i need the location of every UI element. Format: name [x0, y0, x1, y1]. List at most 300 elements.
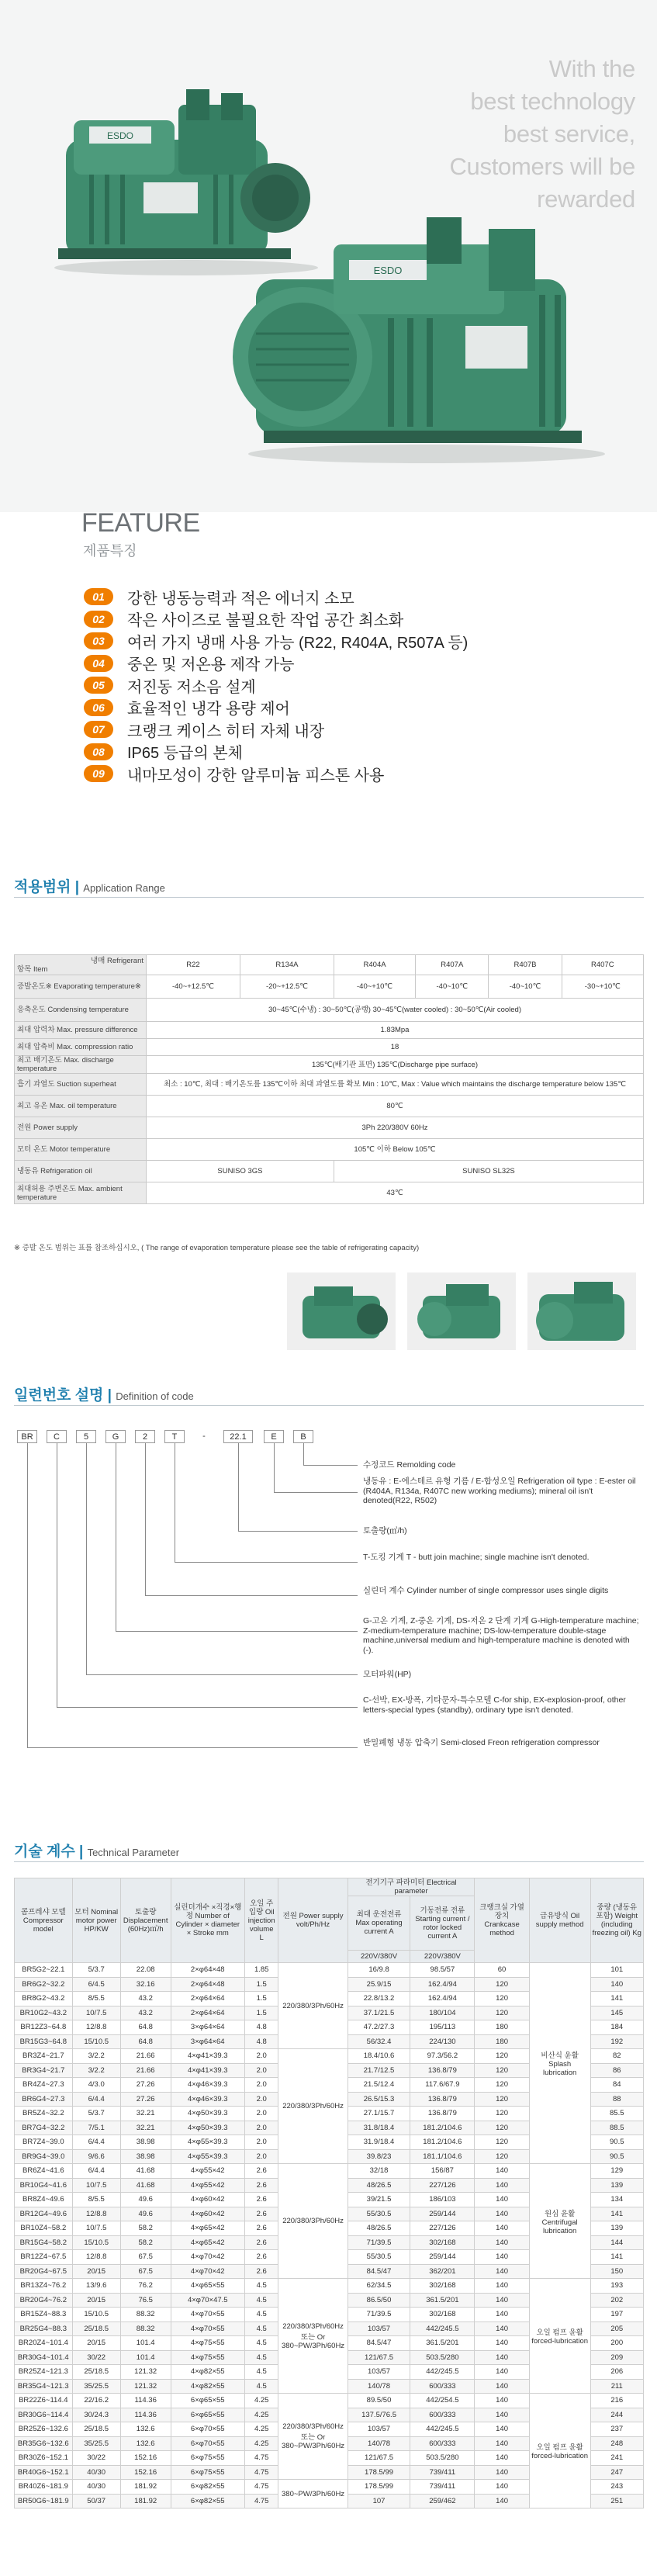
feature-number-badge: 07 [84, 721, 113, 738]
table-cell: 302/168 [410, 2308, 475, 2322]
table-cell: 4.25 [244, 2436, 278, 2451]
table-cell: 121/67.5 [348, 2451, 410, 2466]
table-cell: BR20G4~76.2 [15, 2293, 73, 2308]
table-cell: 50/37 [72, 2494, 120, 2508]
table-cell: 120 [475, 1992, 529, 2006]
table-cell: 248 [590, 2436, 643, 2451]
table-cell: 361.5/201 [410, 2336, 475, 2351]
code-box: T [164, 1430, 185, 1443]
table-row-label: 최고 유온 Max. oil temperature [15, 1096, 147, 1117]
table-cell: 10/7.5 [72, 2006, 120, 2020]
table-cell: 4.5 [244, 2350, 278, 2365]
code-label: 실린더 계수 Cylinder number of single compressor uses single digits [363, 1586, 609, 1595]
table-cell: -40~10℃ [489, 975, 562, 999]
table-cell: BR15Z4~88.3 [15, 2308, 73, 2322]
table-cell: 195/113 [410, 2020, 475, 2035]
table-cell: 12/8.8 [72, 2020, 120, 2035]
table-cell: 140 [475, 2465, 529, 2480]
table-cell: BR8G2~43.2 [15, 1992, 73, 2006]
table-cell: 76.5 [120, 2293, 171, 2308]
table-cell: 67.5 [120, 2250, 171, 2265]
table-cell: 8/5.5 [72, 2193, 120, 2207]
table-cell: 181.92 [120, 2480, 171, 2495]
feature-text: 중온 및 저온용 제작 가능 [127, 656, 295, 674]
table-cell: 259/144 [410, 2250, 475, 2265]
compressor-image-large [233, 202, 605, 466]
slogan-line: With the [548, 55, 635, 82]
table-cell: 62/34.5 [348, 2279, 410, 2294]
table-cell: 4×φ46×39.3 [171, 2078, 244, 2093]
tech-title: 기술 계수 | Technical Parameter [14, 1844, 180, 1860]
table-cell: 237 [590, 2422, 643, 2437]
feature-item [84, 718, 580, 741]
table-cell: 43.2 [120, 1992, 171, 2006]
table-cell: 84.5/47 [348, 2336, 410, 2351]
table-cell: 38.98 [120, 2135, 171, 2150]
table-cell: 4×φ65×42 [171, 2235, 244, 2250]
application-title: 적용범위 | Application Range [14, 879, 165, 895]
table-cell: 4×φ55×39.3 [171, 2135, 244, 2150]
table-cell: 206 [590, 2365, 643, 2380]
table-cell: 4.25 [244, 2394, 278, 2408]
application-table [14, 954, 644, 1204]
table-cell: 58.2 [120, 2221, 171, 2236]
table-cell: 4.25 [244, 2408, 278, 2422]
table-cell: 136.8/79 [410, 2092, 475, 2107]
table-cell: 181.2/104.6 [410, 2121, 475, 2135]
code-box: C [47, 1430, 67, 1443]
table-cell: BR40Z6~181.9 [15, 2480, 73, 2495]
feature-text: 작은 사이즈로 불필요한 작업 공간 최소화 [127, 612, 404, 630]
table-cell: 442/245.5 [410, 2422, 475, 2437]
table-cell: 114.36 [120, 2408, 171, 2422]
th-power-supply: 전원 Power supply volt/Ph/Hz [278, 1878, 348, 1963]
code-label: 모터파워(HP) [363, 1670, 412, 1679]
table-cell: 7/5.1 [72, 2121, 120, 2135]
table-cell: 103/57 [348, 2322, 410, 2336]
table-cell: 3×φ64×64 [171, 2020, 244, 2035]
table-cell: 41.68 [120, 2178, 171, 2193]
feature-text: 여러 가지 냉매 사용 가능 (R22, R404A, R507A 등) [127, 634, 469, 652]
th-crankcase: 크랭크실 가열장치 Crankcase method [475, 1878, 529, 1963]
table-cell: 4×φ82×55 [171, 2379, 244, 2394]
table-cell: 202 [590, 2293, 643, 2308]
table-row [15, 1963, 644, 1978]
feature-number-badge: 05 [84, 677, 113, 694]
feature-subtitle: 제품특징 [83, 543, 137, 559]
th-motor: 모터 Nominal motor power HP/KW [72, 1878, 120, 1963]
table-cell: BR13Z4~76.2 [15, 2279, 73, 2294]
power-supply-group: 220/380/3Ph/60Hz [278, 2164, 348, 2279]
table-cell: 3×φ64×64 [171, 2034, 244, 2049]
power-supply-group: 380~PW/3Ph/60Hz [278, 2480, 348, 2508]
code-box: 22.1 [223, 1430, 253, 1443]
feature-text: IP65 등급의 본체 [127, 745, 243, 763]
table-cell: 2.6 [244, 2250, 278, 2265]
table-cell: 140 [475, 2365, 529, 2380]
table-cell: 132.6 [120, 2436, 171, 2451]
table-cell: 21.66 [120, 2049, 171, 2064]
table-cell: 247 [590, 2465, 643, 2480]
oil-supply-group: 오일 펌프 윤활 forced-lubrication [529, 2394, 590, 2508]
table-cell: 27.1/15.7 [348, 2107, 410, 2121]
feature-item [84, 653, 580, 675]
table-cell: 121.32 [120, 2379, 171, 2394]
table-cell: 21.7/12.5 [348, 2063, 410, 2078]
table-cell: 31.8/18.4 [348, 2121, 410, 2135]
table-cell: 178.5/99 [348, 2480, 410, 2495]
table-cell: 120 [475, 2107, 529, 2121]
table-cell: 2.6 [244, 2193, 278, 2207]
oil-supply-group: 비산식 윤활 Splash lubrication [529, 1963, 590, 2164]
table-row-label: 최대허용 주변온도 Max. ambient temperature [15, 1182, 147, 1204]
table-cell: 4×φ55×39.3 [171, 2149, 244, 2164]
table-cell: 4×φ70×55 [171, 2322, 244, 2336]
table-cell: 49.6 [120, 2207, 171, 2221]
table-cell: 10/7.5 [72, 2221, 120, 2236]
table-row-label: 최고 배기온도 Max. discharge temperature [15, 1056, 147, 1074]
feature-number-badge: 01 [84, 588, 113, 605]
table-cell: 20/15 [72, 2336, 120, 2351]
table-cell: 120 [475, 2149, 529, 2164]
table-header-cell: R407B [489, 955, 562, 975]
table-cell: 71/39.5 [348, 2235, 410, 2250]
table-header-cell: R404A [334, 955, 415, 975]
table-row-label: 최대 압력차 Max. pressure difference [15, 1022, 147, 1039]
table-cell: 10/7.5 [72, 2178, 120, 2193]
product-photo [527, 1272, 636, 1350]
table-cell: 140 [475, 2350, 529, 2365]
table-cell: 6×φ82×55 [171, 2480, 244, 2495]
code-label: 토출량(㎥/h) [363, 1526, 407, 1536]
table-cell: 1.5 [244, 2006, 278, 2020]
table-cell: BR10G2~43.2 [15, 2006, 73, 2020]
table-cell: 205 [590, 2322, 643, 2336]
table-cell: 2.0 [244, 2078, 278, 2093]
hero-banner [0, 0, 657, 512]
table-cell: 21.5/12.4 [348, 2078, 410, 2093]
table-cell: 20/15 [72, 2264, 120, 2279]
table-cell: 2.6 [244, 2235, 278, 2250]
table-cell: 4.75 [244, 2480, 278, 2495]
table-cell: 2.0 [244, 2149, 278, 2164]
th-oil-volume: 오일 주입량 Oil injection volume L [244, 1878, 278, 1963]
table-cell: 4.75 [244, 2465, 278, 2480]
table-cell: 244 [590, 2408, 643, 2422]
table-cell: 4×φ50×39.3 [171, 2107, 244, 2121]
table-header-cell: R134A [240, 955, 334, 975]
feature-text: 내마모성이 강한 알루미늄 피스톤 사용 [127, 767, 385, 784]
table-cell: 156/87 [410, 2164, 475, 2179]
table-cell: 209 [590, 2350, 643, 2365]
th-model: 콤프레샤 모델 Compressor model [15, 1878, 73, 1963]
table-cell: 48/26.5 [348, 2178, 410, 2193]
th-voltage: 220V/380V [348, 1951, 410, 1963]
table-cell: 12/8.8 [72, 2207, 120, 2221]
table-cell: 30/24.3 [72, 2408, 120, 2422]
table-header-cell: R22 [147, 955, 240, 975]
table-cell: 739/411 [410, 2480, 475, 2495]
table-cell: 216 [590, 2394, 643, 2408]
table-cell: BR10Z4~58.2 [15, 2221, 73, 2236]
table-cell: 2.0 [244, 2107, 278, 2121]
table-cell: BR25Z4~121.3 [15, 2365, 73, 2380]
table-cell: SUNISO 3GS [147, 1161, 334, 1182]
table-cell: 103/57 [348, 2365, 410, 2380]
application-note: ※ 증발 온도 범위는 표를 참조하십시오, ( The range of evaporation temperature please see the table of refrigerating capacity) [14, 1244, 420, 1252]
table-row [15, 2394, 644, 2408]
code-box: BR [17, 1430, 37, 1443]
table-cell: 140 [475, 2494, 529, 2508]
slogan-line: best service, [503, 120, 635, 147]
table-cell: 2.0 [244, 2121, 278, 2135]
table-cell: 442/245.5 [410, 2365, 475, 2380]
table-cell: 67.5 [120, 2264, 171, 2279]
table-cell: 4×φ41×39.3 [171, 2063, 244, 2078]
code-label: G-고온 기계, Z-중온 기계, DS-저온 2 단계 기계 G-High-temperature machine; Z-medium-temperature machine; DS-low-temperature double-stage machine,universal medium and high-temperature machine is denoted with (-). [363, 1616, 639, 1655]
code-box: 2 [135, 1430, 155, 1443]
table-cell: 2.6 [244, 2221, 278, 2236]
table-cell: 80℃ [147, 1096, 644, 1117]
table-cell: 26.5/15.3 [348, 2092, 410, 2107]
table-cell: 18 [147, 1039, 644, 1056]
table-cell: BR9G4~39.0 [15, 2149, 73, 2164]
table-cell: 140 [475, 2193, 529, 2207]
table-cell: 141 [590, 2250, 643, 2265]
table-cell: 181.92 [120, 2494, 171, 2508]
feature-item [84, 697, 580, 719]
table-cell: -40~+10℃ [334, 975, 415, 999]
table-cell: 180 [475, 2034, 529, 2049]
table-cell: BR8Z4~49.6 [15, 2193, 73, 2207]
slogan-line: Customers will be [449, 153, 635, 180]
code-box: G [105, 1430, 126, 1443]
table-cell: 48/26.5 [348, 2221, 410, 2236]
table-cell: 32.21 [120, 2107, 171, 2121]
table-cell: 140 [475, 2264, 529, 2279]
table-cell: 6×φ75×55 [171, 2451, 244, 2466]
table-cell: 120 [475, 2049, 529, 2064]
th-oil-supply: 급유방식 Oil supply method [529, 1878, 590, 1963]
table-cell: 3/2.2 [72, 2049, 120, 2064]
table-cell: 140 [475, 2164, 529, 2179]
table-cell: BR35G4~121.3 [15, 2379, 73, 2394]
table-cell: 88 [590, 2092, 643, 2107]
code-box: - [194, 1430, 214, 1443]
feature-title: FEATURE [81, 508, 200, 538]
table-cell: BR50G6~181.9 [15, 2494, 73, 2508]
table-cell: BR15G4~58.2 [15, 2235, 73, 2250]
table-cell: 162.4/94 [410, 1977, 475, 1992]
table-cell: -40~+12.5℃ [147, 975, 240, 999]
table-cell: 145 [590, 2006, 643, 2020]
code-title: 일련번호 설명 | Definition of code [14, 1387, 194, 1404]
table-cell: 140 [475, 2379, 529, 2394]
table-cell: 4.75 [244, 2494, 278, 2508]
table-cell: 40/30 [72, 2465, 120, 2480]
divider [14, 1861, 644, 1862]
table-cell: 4.5 [244, 2379, 278, 2394]
table-cell: 101.4 [120, 2336, 171, 2351]
slogan-line: rewarded [537, 185, 635, 213]
feature-item [84, 741, 580, 763]
table-cell: 3Ph 220/380V 60Hz [147, 1117, 644, 1139]
table-cell: 37.1/21.5 [348, 2006, 410, 2020]
table-cell: 2×φ64×48 [171, 1963, 244, 1978]
table-cell: 25/18.5 [72, 2365, 120, 2380]
table-cell: 4.5 [244, 2293, 278, 2308]
product-photo [407, 1272, 516, 1350]
table-cell: 4×φ70×47.5 [171, 2293, 244, 2308]
table-cell: 362/201 [410, 2264, 475, 2279]
table-cell: 4.5 [244, 2336, 278, 2351]
table-cell: 140 [475, 2250, 529, 2265]
table-cell: 141 [590, 2207, 643, 2221]
table-cell: 4.5 [244, 2279, 278, 2294]
table-cell: BR12Z3~64.8 [15, 2020, 73, 2035]
table-cell: 4×φ82×55 [171, 2365, 244, 2380]
table-cell: 13/9.6 [72, 2279, 120, 2294]
table-cell: 140 [475, 2308, 529, 2322]
table-cell: 193 [590, 2279, 643, 2294]
table-cell: 4/3.0 [72, 2078, 120, 2093]
table-cell: 6×φ75×55 [171, 2465, 244, 2480]
table-cell: BR15G3~64.8 [15, 2034, 73, 2049]
table-cell: 2.0 [244, 2092, 278, 2107]
table-cell: 251 [590, 2494, 643, 2508]
feature-text: 크랭크 케이스 히터 자체 내장 [127, 722, 325, 740]
table-cell: 136.8/79 [410, 2063, 475, 2078]
table-cell: 4×φ75×55 [171, 2350, 244, 2365]
divider [14, 1405, 644, 1406]
table-cell: 140 [475, 2451, 529, 2466]
table-cell: 4×φ70×42 [171, 2264, 244, 2279]
table-cell: 4×φ46×39.3 [171, 2092, 244, 2107]
table-cell: 88.32 [120, 2322, 171, 2336]
table-row [15, 2164, 644, 2179]
table-cell: 137.5/76.5 [348, 2408, 410, 2422]
table-cell: 38.98 [120, 2149, 171, 2164]
table-cell: 227/126 [410, 2221, 475, 2236]
table-cell: 152.16 [120, 2465, 171, 2480]
table-cell: 140 [475, 2221, 529, 2236]
table-cell: 120 [475, 2135, 529, 2150]
table-cell: 600/333 [410, 2408, 475, 2422]
table-cell: 4×φ70×42 [171, 2250, 244, 2265]
table-cell: 25/18.5 [72, 2422, 120, 2437]
table-cell: BR7Z4~39.0 [15, 2135, 73, 2150]
table-cell: 103/57 [348, 2422, 410, 2437]
table-cell: 4.8 [244, 2020, 278, 2035]
table-cell: 180 [475, 2020, 529, 2035]
feature-number-badge: 04 [84, 655, 113, 672]
table-cell: 152.16 [120, 2451, 171, 2466]
table-cell: 243 [590, 2480, 643, 2495]
table-cell: BR5G2~22.1 [15, 1963, 73, 1978]
table-cell: 32.21 [120, 2121, 171, 2135]
table-cell: 6×φ65×55 [171, 2408, 244, 2422]
code-box: B [293, 1430, 313, 1443]
table-cell: 2×φ64×48 [171, 1977, 244, 1992]
feature-number-badge: 03 [84, 632, 113, 649]
table-cell: 39/21.5 [348, 2193, 410, 2207]
table-cell: -20~+12.5℃ [240, 975, 334, 999]
table-row-label: 전원 Power supply [15, 1117, 147, 1139]
table-cell: 4×φ60×42 [171, 2193, 244, 2207]
table-cell: 135℃(배기관 표면) 135℃(Discharge pipe surface) [147, 1056, 644, 1074]
table-cell: 140 [475, 2322, 529, 2336]
table-cell: 503.5/280 [410, 2451, 475, 2466]
table-cell: BR6G4~27.3 [15, 2092, 73, 2107]
table-cell: 25/18.5 [72, 2322, 120, 2336]
table-cell: 503.5/280 [410, 2350, 475, 2365]
feature-text: 강한 냉동능력과 적은 에너지 소모 [127, 590, 354, 608]
table-row-label: 최대 압축비 Max. compression ratio [15, 1039, 147, 1056]
table-cell: 4×φ41×39.3 [171, 2049, 244, 2064]
table-cell: 140/78 [348, 2379, 410, 2394]
table-row-label: 흡기 과열도 Suction superheat [15, 1074, 147, 1096]
table-cell: 132.6 [120, 2422, 171, 2437]
power-supply-group: 220/380/3Ph/60Hz 또는 Or 380~PW/3Ph/60Hz [278, 2279, 348, 2394]
table-cell: 35/25.5 [72, 2436, 120, 2451]
table-cell: BR10G4~41.6 [15, 2178, 73, 2193]
table-cell: 6×φ82×55 [171, 2494, 244, 2508]
table-cell: 30/22 [72, 2451, 120, 2466]
table-cell: 97.3/56.2 [410, 2049, 475, 2064]
table-cell: 211 [590, 2379, 643, 2394]
table-cell: 1.83Mpa [147, 1022, 644, 1039]
table-cell: 88.5 [590, 2121, 643, 2135]
table-cell: 178.5/99 [348, 2465, 410, 2480]
table-cell: 27.26 [120, 2092, 171, 2107]
table-cell: 84.5/47 [348, 2264, 410, 2279]
table-cell: BR30Z6~152.1 [15, 2451, 73, 2466]
table-cell: 120 [475, 2092, 529, 2107]
table-cell: 140 [590, 1977, 643, 1992]
table-cell: 227/126 [410, 2178, 475, 2193]
code-label: C-선박, EX-방폭, 기타문자-특수모델 C-for ship, EX-explosion-proof, other letters-special types (standby), ordinary type isn't denoted. [363, 1695, 626, 1715]
table-cell: 181.1/104.6 [410, 2149, 475, 2164]
table-row [15, 2279, 644, 2294]
table-cell: 98.5/57 [410, 1963, 475, 1978]
table-cell: 27.26 [120, 2078, 171, 2093]
table-cell: 4×φ65×42 [171, 2221, 244, 2236]
table-cell: BR3G4~21.7 [15, 2063, 73, 2078]
table-cell: 192 [590, 2034, 643, 2049]
table-cell: 4×φ50×39.3 [171, 2121, 244, 2135]
table-cell: 107 [348, 2494, 410, 2508]
table-cell: 2×φ64×64 [171, 2006, 244, 2020]
table-cell: 56/32.4 [348, 2034, 410, 2049]
table-cell: 49.6 [120, 2193, 171, 2207]
table-header-cell: R407C [562, 955, 643, 975]
table-row-label: 모터 온도 Motor temperature [15, 1139, 147, 1161]
table-cell: 2.0 [244, 2049, 278, 2064]
table-cell: 2.6 [244, 2164, 278, 2179]
table-cell: 5/3.7 [72, 2107, 120, 2121]
table-cell: 105℃ 이하 Below 105℃ [147, 1139, 644, 1161]
table-cell: 4×φ65×55 [171, 2279, 244, 2294]
code-label: 냉동유 : E-에스테르 유형 기름 / E-합성오일 Refrigeration oil type : E-ester oil (R404A, R134a, R407C new working mediums); mineral oil isn't denoted(R22, R502) [363, 1477, 636, 1505]
table-cell: 25.9/15 [348, 1977, 410, 1992]
table-cell: 4.5 [244, 2365, 278, 2380]
table-cell: 2.0 [244, 2063, 278, 2078]
oil-supply-group: 오일 펌프 윤활 forced-lubrication [529, 2279, 590, 2394]
feature-text: 저진동 저소음 설계 [127, 678, 256, 696]
table-cell: 4×φ60×42 [171, 2207, 244, 2221]
table-cell: 12/8.8 [72, 2250, 120, 2265]
table-cell: 58.2 [120, 2235, 171, 2250]
